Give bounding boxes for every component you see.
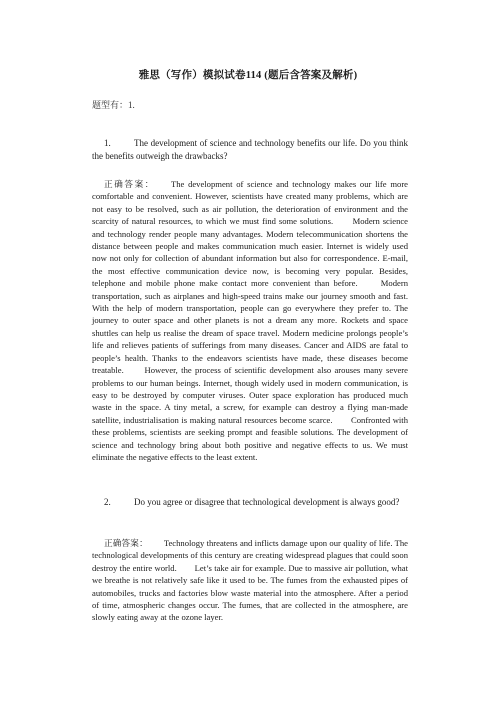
question-number: 2. [104, 497, 111, 507]
document-title: 雅思（写作）模拟试卷114 (题后含答案及解析) [138, 70, 358, 81]
question-prompt: The development of science and technology benefits our life. Do you think the benefits outweigh the drawbacks? [92, 138, 408, 161]
question-number: 1. [104, 138, 111, 148]
question-2 [92, 496, 408, 509]
answer-text: Technology threatens and inflicts damage upon our quality of life. The technological developments of this century are creating widespread plagues that could soon destroy the entire world. Let’s take air for example. Due to massive air pollution, what we breathe is not relatively safe like it used to be. The fumes from the exhausted pipes of automobiles, trucks and factories blow waste material into the atmosphere. After a period of time, atmospheric changes occur. The fumes, that are collected in the atmosphere, are slowly eating away at the ozone layer. [92, 538, 408, 623]
answer-label: 正确答案： [104, 179, 155, 189]
answer-1 [92, 178, 408, 463]
answer-label: 正确答案： [104, 538, 148, 548]
question-types: 题型有：1. [92, 100, 135, 110]
question-prompt: Do you agree or disagree that technological development is always good? [134, 497, 400, 507]
answer-2 [92, 537, 408, 624]
question-1 [92, 137, 408, 163]
answer-text: The development of science and technology makes our life more comfortable and convenient. However, scientists have created many problems, which are not easy to be resolved, such as air pollution, the deterioration of environment and the scarcity of natural resources, to which we must find some solutions. Modern science and technology render people many advantages. Modern telecommunication shortens the distance between people and makes communication much easier. Internet is widely used now not only for collection of abundant information but also for correspondence. E-mail, the most effective communication device now, is becoming very popular. Besides, telephone and mobile phone make contact more convenient than before. Modern transportation, such as airplanes and high-speed trains make our journey smooth and fast. With the help of modern transportation, people can go everywhere they prefer to. The journey to outer space and other planets is not a dream any more. Rockets and space shuttles can help us realise the dream of space travel. Modern medicine prolongs people’s life and relieves patients of sufferings from many diseases. Cancer and AIDS are fatal to people’s health. Thanks to the endeavors scientists have made, these diseases become treatable. However, the process of scientific development also arouses many severe problems to our human beings. Internet, though widely used in modern communication, is easy to be destroyed by computer viruses. Outer space exploration has produced much waste in the space. A tiny metal, a screw, for example can destroy a flying man-made satellite, industrialisation is making natural resources become scarce. Confronted with these problems, scientists are seeking prompt and feasible solutions. The development of science and technology bring about both positive and negative effects to us. We must eliminate the negative effects to the least extent. [92, 179, 408, 462]
